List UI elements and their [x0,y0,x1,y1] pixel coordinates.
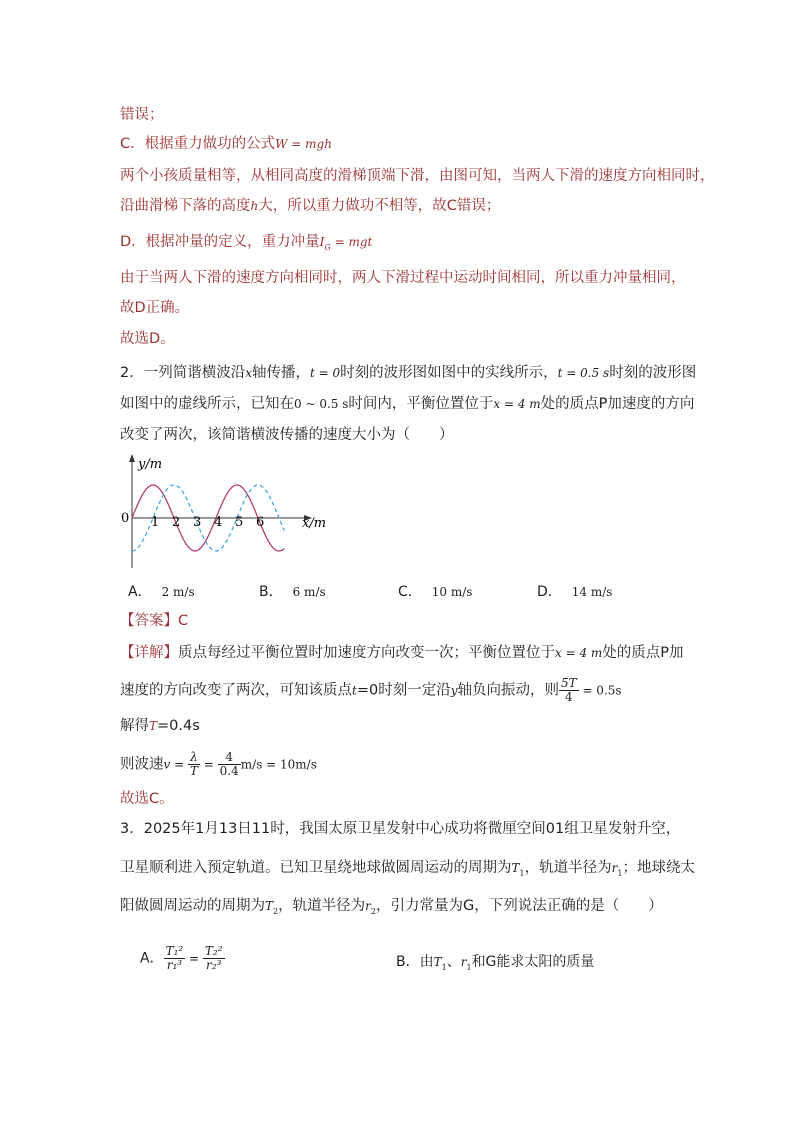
text-line: 两个小孩质量相等，从相同高度的滑梯顶端下滑，由图可知，当两人下滑的速度方向相同时， [120,168,715,184]
wave-graph [112,450,342,570]
fraction: $\frac{4}{0.4}$ [219,750,239,778]
x-tick-label: 2 [172,515,181,530]
text-line: 沿曲滑梯下落的高度h大，所以重力做功不相等，故C错误； [120,198,501,214]
q3-option-b[interactable]: B．由$T_1$、$r_1$和G能求太阳的质量 [396,954,595,972]
y-axis-label: y/m [138,457,163,472]
origin-label: 0 [121,511,130,526]
q3-option-a[interactable]: A． $\frac{\text{T₁²}}{\text{r₁³}}$ = $\frac{\text{T₂²}}{\text{r₂³}}$ [140,944,223,972]
option-d[interactable]: D． 14 m/s [537,584,613,600]
detail-line-1: 【详解】质点每经过平衡位置时加速度方向改变一次；平衡位置位于x = 4 m处的质点P加 [120,645,684,661]
question-3-line-3: 阳做圆周运动的周期为$T_2$，轨道半径为$r_2$，引力常量为G，下列说法正确的是（ ） [120,898,663,916]
x-tick-label: 3 [193,515,202,530]
option-c-line: C．根据重力做功的公式W = mgh [120,136,332,152]
detail-line-4: 则波速v = $\frac{\lambda}{T}$ = $\frac{4}{0.4}$ m/s = 10m/s [120,750,317,778]
text-line: 错误； [120,107,164,123]
fraction: $\frac{\text{T₁²}}{\text{r₁³}}$ [165,944,184,972]
option-a[interactable]: A． 2 m/s [128,584,195,600]
option-c[interactable]: C． 10 m/s [398,584,473,600]
question-3-line-1: 3．2025年1月13日11时，我国太原卫星发射中心成功将微厘空间01组卫星发射升空， [120,821,681,837]
text-line: 由于当两人下滑的速度方向相同时，两人下滑过程中运动时间相同，所以重力冲量相同， [120,270,686,286]
x-tick-label: 1 [151,515,160,530]
x-tick-label: 4 [214,515,223,530]
text-line: 故选D。 [120,331,175,347]
fraction: $\frac{\text{T₂²}}{\text{r₂³}}$ [204,944,223,972]
x-tick-label: 5 [235,515,244,530]
text-line: 故选C。 [120,791,174,807]
question-2-line-2: 如图中的虚线所示，已知在0 ~ 0.5 s时间内，平衡位置位于x = 4 m处的质点P加速度的方向 [120,396,695,412]
detail-line-2: 速度的方向改变了两次，可知该质点t=0时刻一定沿y轴负向振动，则 $\frac{5T}{4}$ = 0.5s [120,676,622,704]
fraction: $\frac{\lambda}{T}$ [189,750,198,778]
question-2-line-3: 改变了两次，该简谐横波传播的速度大小为（ ） [120,427,454,443]
text-line: 故D正确。 [120,300,190,316]
x-axis-label: x/m [302,516,327,531]
x-tick-label: 6 [256,515,265,530]
fraction: $\frac{5T}{4}$ [560,676,577,704]
detail-line-3: 解得T=0.4s [120,718,200,734]
question-2-line-1: 2．一列简谐横波沿x轴传播，t = 0时刻的波形图如图中的实线所示，t = 0.5 s时刻的波形图 [120,365,697,381]
question-3-line-2: 卫星顺利进入预定轨道。已知卫星绕地球做圆周运动的周期为$T_1$，轨道半径为$r_1$；地球绕太 [120,860,695,878]
option-d-line: D．根据冲量的定义，重力冲量$I_G$ = mgt [120,234,373,252]
option-b[interactable]: B． 6 m/s [259,584,326,600]
answer-line: 【答案】C [120,613,189,629]
